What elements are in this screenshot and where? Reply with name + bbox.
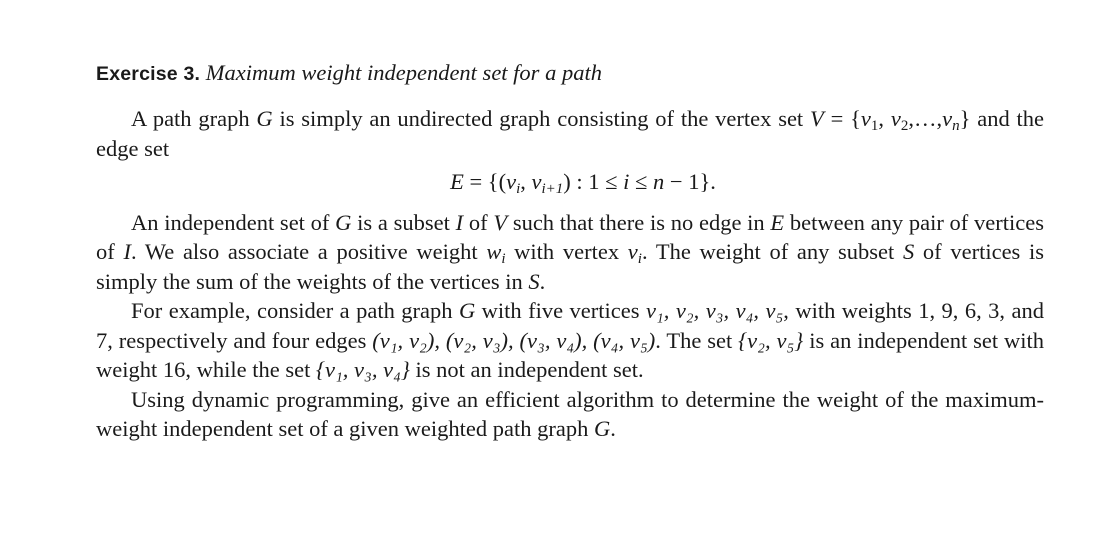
paragraph-example: For example, consider a path graph G with five vertices v₁, v₂, v₃, v₄, v₅, with weights 1, 9, 6, 3, and 7, respectively and four edges (v₁, v₂), (v₂, v₃), (v₃, v₄), (v₄, v₅). The set {v₂, v₅} is an independent set with weight 16, while the set {v₁, v₃, v₄} is not an independent set. — [96, 298, 1044, 382]
edge-set-equation: $E = \{(v_i$, $v_{i+1}$) : 1 ≤ i ≤ n − 1}. — [450, 169, 716, 197]
paragraph-definition: A path graph G is simply an undirected graph consisting of the vertex set $V = \{v_1$, $v_2,\dots,v_n$} and the edge set — [96, 106, 1044, 161]
paragraph-task: Using dynamic programming, give an efficient algorithm to determine the weight of the maximum-weight independent set of a given weighted path graph G. — [96, 386, 1044, 441]
exercise-label: Exercise 3. — [96, 63, 201, 85]
exercise-heading — [96, 58, 1044, 89]
paragraph-independent-set: An independent set of G is a subset I of V such that there is no edge in E between any pair of vertices of I. We also associate a positive weight $w_i$ with vertex $v_i$. The weight of any subset S of vertices is simply the sum of the weights of the vertices in S. — [96, 209, 1045, 294]
exercise-title: Maximum weight independent set for a path — [205, 60, 602, 85]
exercise-document — [96, 58, 1044, 444]
